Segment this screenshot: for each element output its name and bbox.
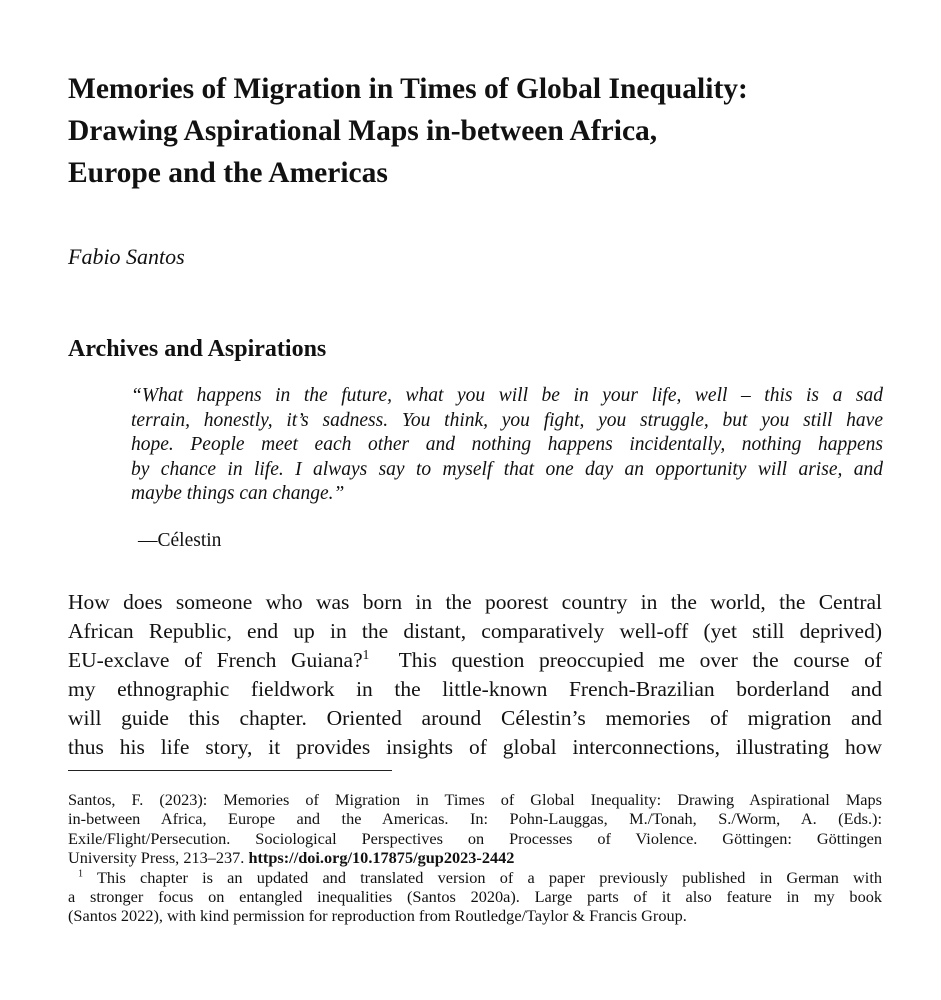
author-name: Fabio Santos xyxy=(68,244,185,269)
citation-line: in-between Africa, Europe and the Americas. In: Pohn-Lauggas, M./Tonah, S./Worm, A. (Eds.): xyxy=(68,809,882,829)
body-line: thus his life story, it provides insights of global interconnections, illustrating how xyxy=(68,735,882,759)
title-line: Europe and the Americas xyxy=(68,157,388,189)
chapter-title xyxy=(68,68,908,194)
body-line: will guide this chapter. Oriented around Célestin’s memories of migration and xyxy=(68,706,882,730)
epigraph-quote xyxy=(131,384,883,507)
body-line: African Republic, end up in the distant, comparatively well-off (yet still deprived) xyxy=(68,619,882,643)
body-paragraph xyxy=(68,588,882,762)
citation-line: Exile/Flight/Persecution. Sociological Perspectives on Processes of Violence. Göttingen: Göttingen xyxy=(68,828,882,848)
quote-line: “What happens in the future, what you will be in your life, well – this is a sad xyxy=(131,385,883,406)
footnote-line: a stronger focus on entangled inequalities (Santos 2020a). Large parts of it also feature in my book xyxy=(68,887,882,907)
body-line: my ethnographic fieldwork in the little-known French-Brazilian borderland and xyxy=(68,677,882,701)
section-heading: Archives and Aspirations xyxy=(68,336,327,362)
body-line xyxy=(68,646,882,675)
quote-line: maybe things can change.” xyxy=(131,483,345,504)
footnote-reference[interactable]: 1 xyxy=(362,646,370,662)
footnote-divider xyxy=(68,770,392,771)
title-line: Memories of Migration in Times of Global Inequality: xyxy=(68,73,748,105)
footnote-line xyxy=(68,868,882,887)
citation-line xyxy=(68,848,882,867)
footnotes xyxy=(68,790,882,926)
body-line: How does someone who was born in the poorest country in the world, the Central xyxy=(68,590,882,614)
citation-text: University Press, 213–237. xyxy=(68,848,245,868)
footnote-line: (Santos 2022), with kind permission for reproduction from Routledge/Taylor & Francis Group. xyxy=(68,906,687,926)
citation-line: Santos, F. (2023): Memories of Migration in Times of Global Inequality: Drawing Aspirational Maps xyxy=(68,790,882,809)
footnote-marker: 1 xyxy=(78,868,84,880)
body-text: This question preoccupied me over the course of xyxy=(398,648,883,672)
doi-link[interactable]: https://doi.org/10.17875/gup2023-2442 xyxy=(248,848,515,868)
body-text: EU-exclave of French Guiana? xyxy=(68,648,363,672)
quote-line: hope. People meet each other and nothing happens incidentally, nothing happens xyxy=(131,434,883,455)
quote-line: terrain, honestly, it’s sadness. You think, you fight, you struggle, but you still have xyxy=(131,409,883,431)
footnote-text: This chapter is an updated and translated version of a paper previously published in German with xyxy=(96,867,882,887)
quote-line: by chance in life. I always say to myself that one day an opportunity will arise, and xyxy=(131,458,883,480)
quote-attribution: —Célestin xyxy=(138,530,222,551)
title-line: Drawing Aspirational Maps in-between Africa, xyxy=(68,115,658,147)
